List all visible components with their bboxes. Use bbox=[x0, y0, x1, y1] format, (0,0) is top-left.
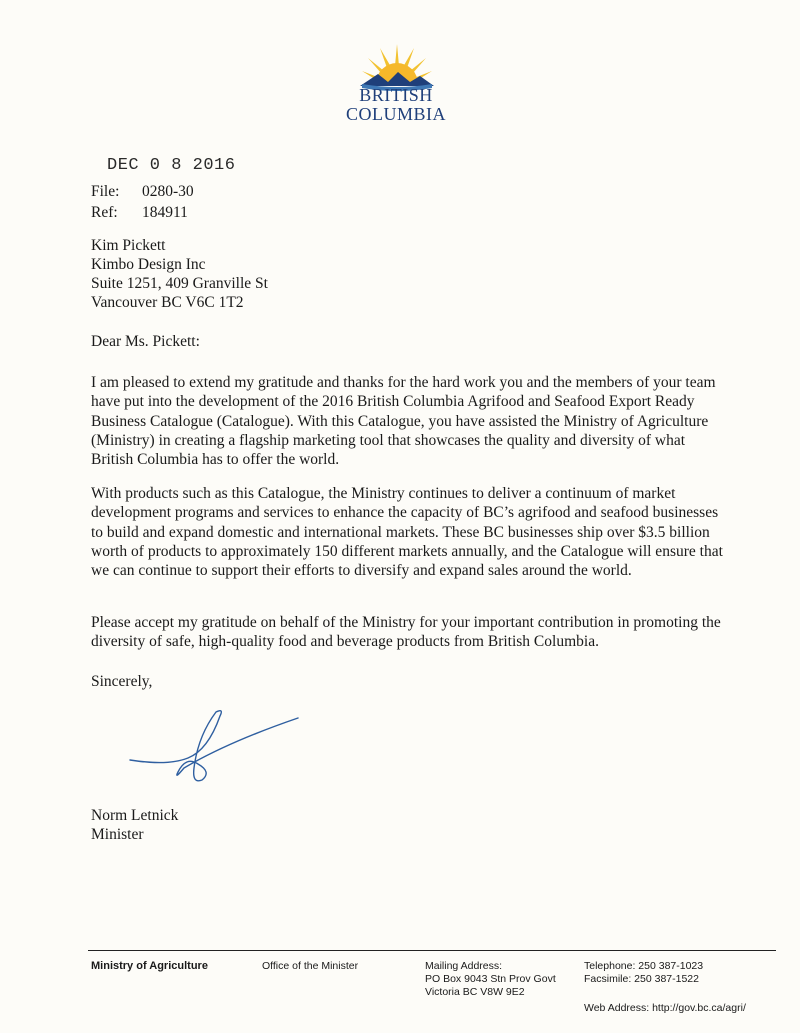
footer-phone bbox=[584, 960, 703, 986]
footer-office: Office of the Minister bbox=[262, 960, 359, 972]
signer-title: Minister bbox=[91, 826, 144, 843]
logo-wordmark bbox=[330, 86, 462, 124]
telephone: Telephone: 250 387-1023 bbox=[584, 960, 704, 972]
salutation: Dear Ms. Pickett: bbox=[91, 333, 200, 350]
recipient-address bbox=[91, 236, 268, 312]
file-ref-block bbox=[91, 181, 194, 223]
recipient-street: Suite 1251, 409 Granville St bbox=[91, 275, 268, 292]
signature bbox=[128, 706, 308, 786]
mailing-line-1: PO Box 9043 Stn Prov Govt bbox=[425, 973, 556, 985]
ref-value: 184911 bbox=[142, 204, 188, 221]
body-paragraph-1: I am pleased to extend my gratitude and thanks for the hard work you and the members of your team have put into the development of the 2016 British Columbia Agrifood and Seafood Export Ready Business Catalogue (Catalogue). With this Catalogue, you have assisted the Ministry of Agriculture (Ministry) in creating a flagship marketing tool that showcases the quality and diversity of what British Columbia has to offer the world. bbox=[91, 374, 716, 469]
body-paragraph-2: With products such as this Catalogue, the Ministry continues to deliver a continuum of market development programs and services to enhance the capacity of BC’s agrifood and seafood businesses to build and expand domestic and international markets. These BC businesses ship over $3.5 billion worth of products to approximately 150 different markets annually, and the Catalogue will ensure that we can continue to support their efforts to diversify and expand sales around the world. bbox=[91, 485, 723, 580]
footer-divider bbox=[88, 950, 776, 951]
recipient-city: Vancouver BC V6C 1T2 bbox=[91, 294, 244, 311]
signer-block bbox=[91, 806, 178, 844]
body-paragraph-3: Please accept my gratitude on behalf of the Ministry for your important contribution in promoting the diversity of safe, high-quality food and beverage products from British Columbia. bbox=[91, 614, 721, 651]
signer-name: Norm Letnick bbox=[91, 807, 179, 824]
footer-ministry: Ministry of Agriculture bbox=[91, 960, 208, 972]
file-row bbox=[91, 181, 194, 202]
facsimile: Facsimile: 250 387-1522 bbox=[584, 973, 699, 985]
ref-row bbox=[91, 202, 194, 223]
logo-line-1: BRITISH bbox=[359, 85, 433, 105]
ref-label: Ref: bbox=[91, 204, 118, 221]
date-stamp: DEC 0 8 2016 bbox=[107, 156, 236, 175]
recipient-company: Kimbo Design Inc bbox=[91, 256, 206, 273]
logo-line-2: COLUMBIA bbox=[345, 104, 446, 124]
mailing-line-2: Victoria BC V8W 9E2 bbox=[425, 986, 525, 998]
closing: Sincerely, bbox=[91, 673, 153, 690]
file-label: File: bbox=[91, 183, 120, 200]
web-address: Web Address: http://gov.bc.ca/agri/ bbox=[584, 1002, 746, 1014]
footer-mailing bbox=[425, 960, 556, 999]
recipient-name: Kim Pickett bbox=[91, 237, 166, 254]
mountains-icon bbox=[360, 72, 434, 86]
mailing-label: Mailing Address: bbox=[425, 960, 503, 972]
file-value: 0280-30 bbox=[142, 183, 194, 200]
